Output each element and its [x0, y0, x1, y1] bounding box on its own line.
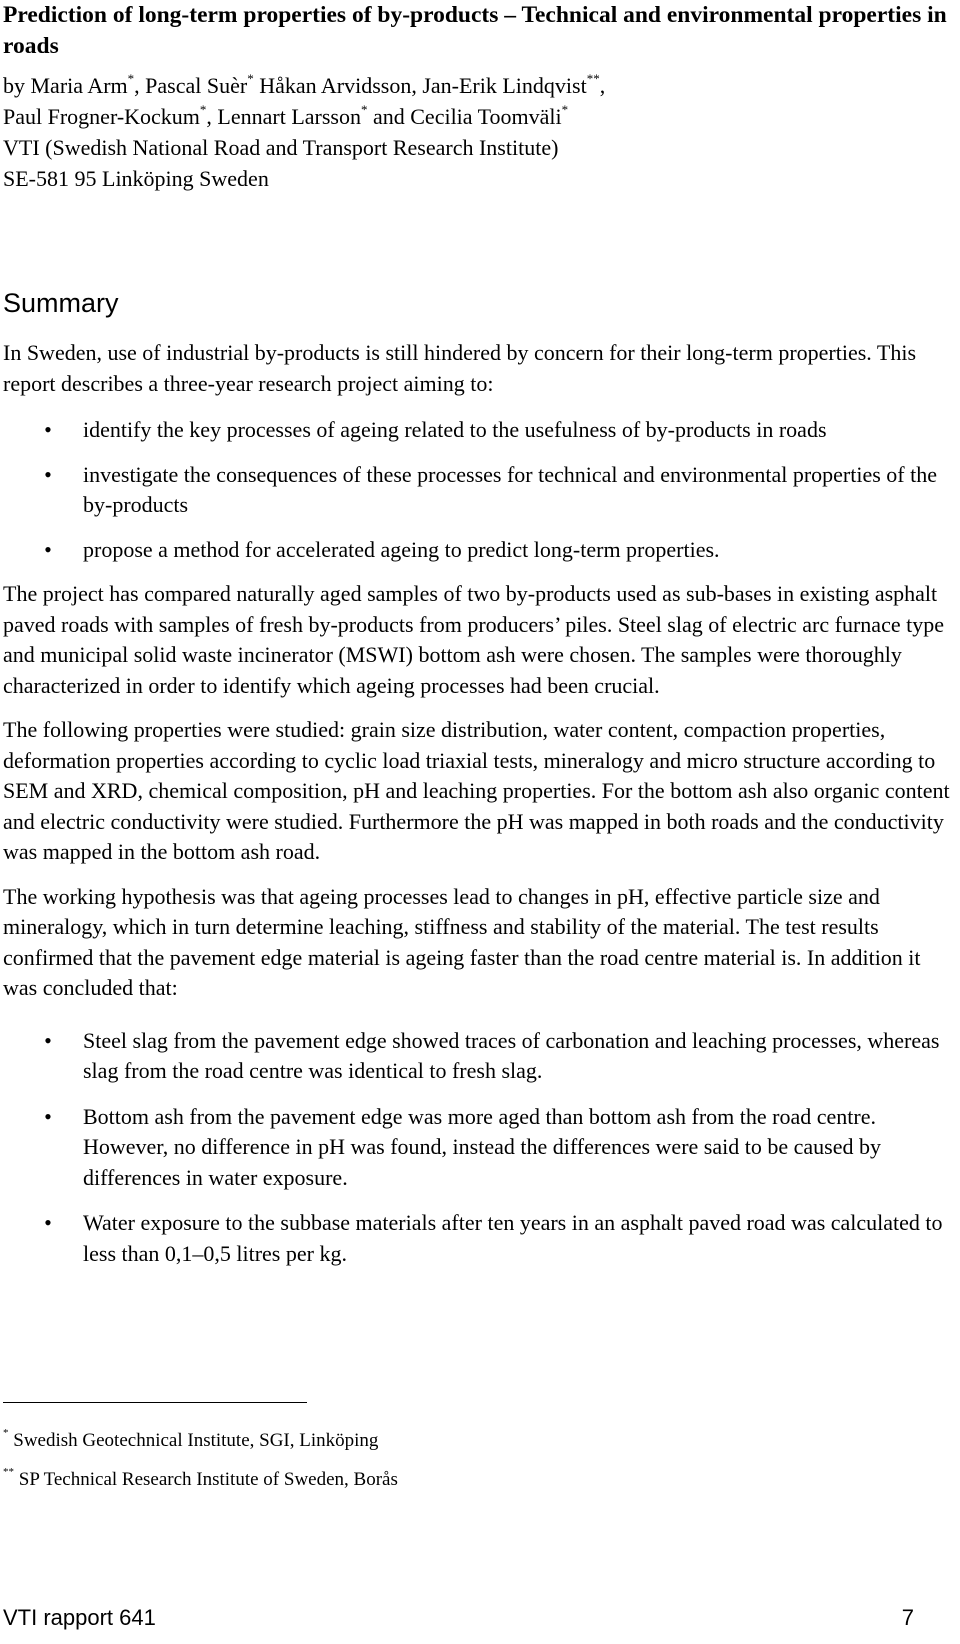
list-item-text: identify the key processes of ageing related to the usefulness of by-products in roads: [83, 417, 827, 442]
bullet-icon: •: [44, 536, 52, 562]
author-text: , Lennart Larsson: [206, 104, 361, 129]
author-footnote-mark: *: [360, 101, 368, 117]
list-item-text: Bottom ash from the pavement edge was more aged than bottom ash from the road centre. However, no difference in pH was found, instead the differences were said to be caused by differences in water exposure.: [83, 1103, 881, 1190]
bullet-icon: •: [44, 1103, 52, 1129]
intro-paragraph: In Sweden, use of industrial by-products is still hindered by concern for their long-term properties. This report describes a three-year research project aiming to:: [3, 340, 916, 396]
summary-body: [3, 338, 953, 1284]
author-text: and Cecilia Toomväli: [367, 104, 562, 129]
bullet-icon: •: [44, 1210, 52, 1235]
author-block: [3, 70, 953, 194]
author-text: , Pascal Suèr: [134, 73, 248, 98]
author-footnote-mark: *: [127, 70, 135, 86]
footer-page-number: 7: [901, 1605, 914, 1630]
body-paragraph: The working hypothesis was that ageing processes lead to changes in pH, effective particle size and mineralogy, which in turn determine leaching, stiffness and stability of the material. The test results confirmed that the pavement edge material is ageing faster than the road centre material is. In addition it was concluded that:: [3, 883, 921, 1000]
author-footnote-mark: *: [561, 101, 569, 117]
list-item: [3, 460, 953, 521]
list-item-text: investigate the consequences of these processes for technical and environmental properties of the by-products: [83, 461, 938, 517]
conclusions-list: [3, 1026, 953, 1270]
footnotes: [3, 1428, 903, 1506]
footnote-mark: **: [3, 1465, 14, 1478]
footnote-text: Swedish Geotechnical Institute, SGI, Linköping: [8, 1430, 379, 1451]
list-item: [3, 1026, 953, 1087]
author-footnote-mark: *: [199, 101, 207, 117]
footnote-divider: [3, 1402, 307, 1403]
author-text: ,: [599, 73, 606, 98]
list-item: [3, 415, 953, 446]
footnote-mark: *: [3, 1426, 9, 1439]
author-text: Paul Frogner-Kockum: [3, 104, 200, 129]
bullet-icon: •: [44, 417, 52, 442]
address: SE-581 95 Linköping Sweden: [3, 166, 269, 191]
body-paragraph: The project has compared naturally aged samples of two by-products used as sub-bases in existing asphalt paved roads with samples of fresh by-products from producers’ piles. Steel slag of electric arc furnace type and municipal solid waste incinerator (MSWI) bottom ash were chosen. The samples were thoroughly characterized in order to identify which ageing processes had been crucial.: [3, 581, 944, 698]
section-heading-summary: Summary: [3, 288, 119, 318]
author-text: by Maria Arm: [3, 73, 128, 98]
bullet-icon: •: [44, 1027, 52, 1053]
author-footnote-mark: **: [586, 70, 600, 86]
list-item-text: Water exposure to the subbase materials after ten years in an asphalt paved road was calculated to less than 0,1–0,5 litres per kg.: [83, 1210, 943, 1266]
footer-report-name: VTI rapport 641: [3, 1605, 156, 1630]
footnote: [3, 1467, 903, 1493]
footnote-text: SP Technical Research Institute of Sweden, Borås: [14, 1469, 398, 1490]
affiliation: VTI (Swedish National Road and Transport Research Institute): [3, 135, 559, 160]
list-item: [3, 535, 953, 566]
aims-list: [3, 415, 953, 565]
document-title: Prediction of long-term properties of by-products – Technical and environmental properties in roads: [3, 2, 947, 59]
author-footnote-mark: *: [247, 70, 254, 86]
body-paragraph: The following properties were studied: grain size distribution, water content, compaction properties, deformation properties according to cyclic load triaxial tests, mineralogy and micro structure according to SEM and XRD, chemical composition, pH and leaching properties. For the bottom ash also organic content and electric conductivity were studied. Furthermore the pH was mapped in both roads and the conductivity was mapped in the bottom ash road.: [3, 717, 950, 864]
author-line-1: [3, 70, 953, 101]
list-item-text: propose a method for accelerated ageing to predict long-term properties.: [83, 536, 720, 562]
list-item: [3, 1102, 953, 1194]
author-line-2: [3, 101, 953, 132]
list-item: [3, 1208, 953, 1269]
bullet-icon: •: [44, 461, 52, 487]
list-item-text: Steel slag from the pavement edge showed traces of carbonation and leaching processes, whereas slag from the road centre was identical to fresh slag.: [83, 1027, 940, 1083]
author-text: Håkan Arvidsson, Jan-Erik Lindqvist: [253, 73, 587, 98]
footnote: [3, 1428, 903, 1454]
